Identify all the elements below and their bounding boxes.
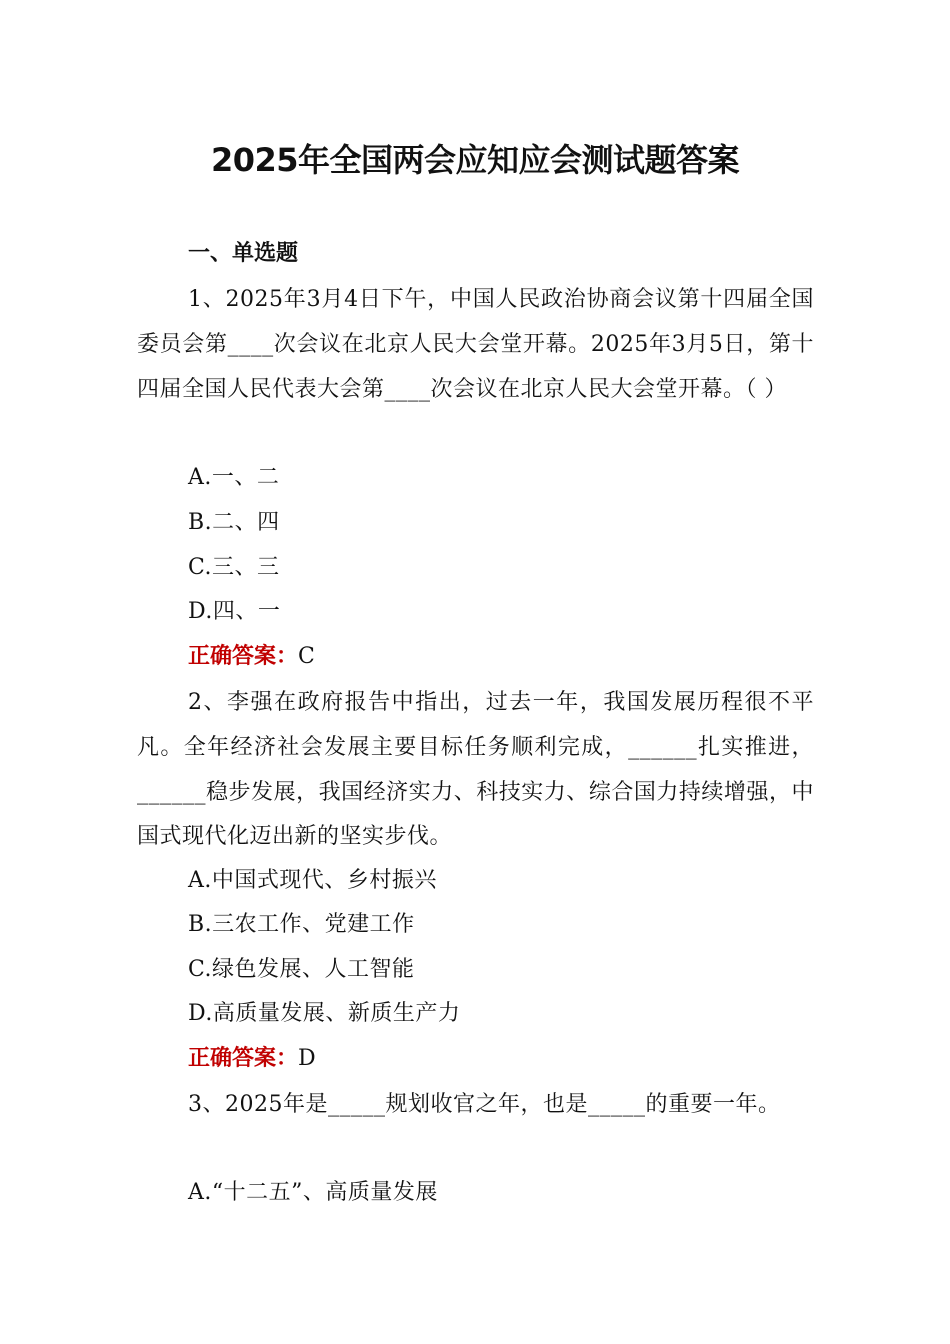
question-1-option-a: A.一、二: [188, 465, 280, 490]
question-2-option-b: B.三农工作、党建工作: [188, 912, 415, 937]
question-2-option-c: C.绿色发展、人工智能: [188, 957, 415, 982]
answer-label: 正确答案：: [188, 1046, 299, 1071]
question-2-text: 2、李强在政府报告中指出，过去一年，我国发展历程很不平凡。全年经济社会发展主要目标任务顺利完成，______扎实推进，______稳步发展，我国经济实力、科技实力、综合国力持续增强，中国式现代化迈出新的坚实步伐。: [137, 690, 814, 850]
answer-label: 正确答案：: [188, 644, 299, 669]
question-2-option-a: A.中国式现代、乡村振兴: [188, 868, 437, 893]
answer-value: C: [298, 644, 315, 669]
question-1-option-c: C.三、三: [188, 555, 280, 580]
question-1-text: 1、2025年3月4日下午，中国人民政治协商会议第十四届全国委员会第____次会议在北京人民大会堂开幕。2025年3月5日，第十四届全国人民代表大会第____次会议在北京人民大会堂开幕。（ ）: [137, 287, 814, 402]
question-1-option-d: D.四、一: [188, 599, 281, 624]
document-title: 2025年全国两会应知应会测试题答案: [210, 141, 740, 179]
question-1-answer: [188, 637, 315, 677]
answer-value: D: [298, 1046, 316, 1071]
question-2-option-d: D.高质量发展、新质生产力: [188, 1001, 461, 1026]
question-3-text: 3、2025年是_____规划收官之年，也是_____的重要一年。: [188, 1092, 781, 1117]
question-3-option-a: A.“十二五”、高质量发展: [188, 1180, 438, 1205]
question-2-answer: [188, 1039, 316, 1079]
question-1-option-b: B.二、四: [188, 510, 280, 535]
section-heading: 一、单选题: [188, 241, 299, 266]
